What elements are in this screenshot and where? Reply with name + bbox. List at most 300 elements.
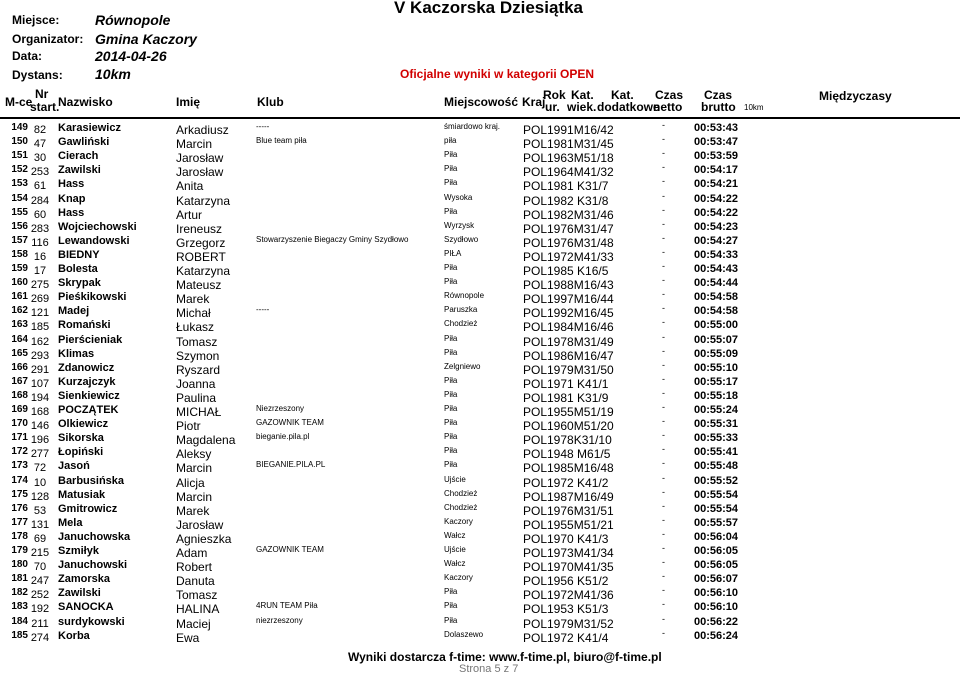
row-firstname: Alicja <box>176 475 205 490</box>
row-firstname: Katarzyna <box>176 264 231 278</box>
row-surname: Pieśkikowski <box>58 291 127 304</box>
row-net-time: - <box>662 486 665 497</box>
row-category: POL1997M16/44 <box>523 292 614 307</box>
row-category: POL1972 K41/2 <box>523 475 609 490</box>
table-row <box>0 403 960 417</box>
row-position: 166 <box>11 361 28 373</box>
row-surname: Sienkiewicz <box>58 389 120 402</box>
row-surname: Januchowski <box>58 559 128 572</box>
row-surname: Kurzajczyk <box>58 375 116 388</box>
row-surname: Skrypak <box>58 277 101 290</box>
row-city: Piła <box>444 347 458 357</box>
row-city: Ujście <box>444 474 466 484</box>
row-net-time: - <box>662 571 665 582</box>
row-category: POL1971 K41/1 <box>523 376 609 391</box>
row-surname: Januchowska <box>58 530 131 543</box>
row-gross-time: 00:55:18 <box>694 389 739 402</box>
table-row <box>0 347 960 361</box>
row-gross-time: 00:53:59 <box>694 150 739 163</box>
row-surname: Zdanowicz <box>58 361 115 374</box>
row-firstname: Artur <box>176 207 203 222</box>
row-city: Wałcz <box>444 530 466 540</box>
row-category: POL1992M16/45 <box>523 306 614 321</box>
row-net-time: - <box>662 359 665 370</box>
row-gross-time: 00:55:07 <box>694 333 739 346</box>
row-surname: Korba <box>58 629 90 642</box>
row-category: POL1963M51/18 <box>523 151 614 166</box>
row-firstname: Michał <box>176 306 211 321</box>
place-label: Miejsce: <box>12 13 60 27</box>
row-bib: 194 <box>30 391 50 404</box>
row-position: 169 <box>11 404 28 415</box>
row-bib: 269 <box>30 293 50 306</box>
row-category: POL1973M41/34 <box>523 546 614 560</box>
row-firstname: Agnieszka <box>176 531 232 546</box>
row-city: Piła <box>444 601 458 611</box>
table-row <box>0 134 960 152</box>
col-agecat-a: Kat. <box>571 88 594 102</box>
row-firstname: Szymon <box>176 348 220 363</box>
row-position: 184 <box>11 615 28 627</box>
row-net-time: - <box>662 148 665 159</box>
row-position: 182 <box>11 587 28 599</box>
row-net-time: - <box>662 275 665 286</box>
row-surname: Barbusińska <box>58 474 125 487</box>
row-firstname: MICHAŁ <box>176 405 222 419</box>
row-gross-time: 00:55:52 <box>694 474 739 487</box>
row-position: 164 <box>11 333 28 345</box>
row-surname: Sikorska <box>58 432 104 445</box>
row-firstname: Marek <box>176 503 210 518</box>
row-firstname: Piotr <box>176 419 201 434</box>
row-category: POL1985 K16/5 <box>523 264 609 278</box>
row-position: 183 <box>11 601 28 613</box>
row-net-time: - <box>662 345 665 356</box>
row-net-time: - <box>662 514 665 525</box>
row-bib: 131 <box>30 518 50 531</box>
table-row <box>0 571 960 589</box>
row-firstname: Marcin <box>176 137 213 152</box>
row-firstname: Jarosław <box>176 151 224 166</box>
row-net-time: - <box>662 557 665 568</box>
row-category: POL1953 K51/3 <box>523 602 609 617</box>
row-firstname: Jarosław <box>176 165 224 180</box>
table-row <box>0 303 960 321</box>
row-gross-time: 00:55:48 <box>694 460 739 473</box>
row-bib: 168 <box>30 406 50 418</box>
row-gross-time: 00:54:21 <box>694 178 739 191</box>
row-surname: Zawilski <box>58 587 101 600</box>
row-surname: Cierach <box>58 150 99 163</box>
row-category: POL1955M51/21 <box>523 517 614 532</box>
row-gross-time: 00:56:05 <box>694 545 739 557</box>
table-row <box>0 220 960 234</box>
row-gross-time: 00:54:33 <box>694 248 739 261</box>
row-bib: 60 <box>33 208 47 221</box>
row-gross-time: 00:55:24 <box>694 404 739 416</box>
row-surname: Zamorska <box>58 573 110 586</box>
row-bib: 47 <box>33 138 47 151</box>
row-position: 172 <box>11 446 28 458</box>
col-bib-a: Nr <box>35 87 49 101</box>
row-bib: 116 <box>31 236 49 249</box>
col-gross-a: Czas <box>704 88 733 102</box>
table-row <box>0 416 960 434</box>
row-category: POL1986M16/47 <box>523 348 614 363</box>
row-firstname: Mateusz <box>176 278 222 293</box>
row-city: śmiardowo kraj. <box>444 122 501 131</box>
row-firstname: Marcin <box>176 489 213 504</box>
row-net-time: - <box>662 134 665 145</box>
row-bib: 16 <box>33 250 47 263</box>
col-year-b: ur. <box>545 100 560 114</box>
row-category: POL1988M16/43 <box>523 278 614 293</box>
row-gross-time: 00:56:10 <box>694 601 739 614</box>
row-net-time: - <box>662 261 665 271</box>
row-bib: 107 <box>30 377 50 390</box>
table-row <box>0 530 960 544</box>
row-firstname: Marek <box>176 292 210 307</box>
row-bib: 277 <box>30 448 50 461</box>
row-bib: 215 <box>30 547 50 559</box>
row-category: POL1991M16/42 <box>523 123 614 137</box>
row-net-time: - <box>662 402 665 412</box>
row-firstname: Aleksy <box>176 447 212 462</box>
row-city: Piła <box>444 277 458 287</box>
row-net-time: - <box>662 387 665 398</box>
row-category: POL1976M31/51 <box>523 503 614 518</box>
row-gross-time: 00:54:22 <box>694 206 739 219</box>
row-firstname: Danuta <box>176 574 215 589</box>
row-category: POL1982 K31/8 <box>523 193 609 208</box>
row-gross-time: 00:56:24 <box>694 629 739 642</box>
row-bib: 211 <box>31 617 49 630</box>
row-surname: surdykowski <box>58 615 125 628</box>
row-net-time: - <box>662 204 665 215</box>
col-year-a: Rok <box>543 88 566 102</box>
row-bib: 253 <box>30 166 50 179</box>
table-row <box>0 262 960 276</box>
row-position: 177 <box>11 516 28 528</box>
row-position: 180 <box>11 559 28 571</box>
row-bib: 82 <box>33 124 47 136</box>
table-row <box>0 502 960 516</box>
row-surname: Hass <box>58 206 85 219</box>
table-row <box>0 361 960 375</box>
row-city: Piła <box>444 389 458 399</box>
row-gross-time: 00:54:58 <box>694 291 739 304</box>
row-bib: 247 <box>30 575 50 588</box>
row-surname: Gmitrowicz <box>58 502 118 515</box>
row-position: 174 <box>11 474 28 486</box>
row-category: POL1985M16/48 <box>523 461 614 476</box>
row-bib: 69 <box>33 532 47 545</box>
table-row <box>0 544 960 558</box>
row-net-time: - <box>662 120 665 130</box>
row-city: Wyrzysk <box>444 220 475 230</box>
page-number: Strona 5 z 7 <box>459 663 519 675</box>
row-position: 181 <box>11 573 28 585</box>
row-category: POL1970M41/35 <box>523 560 614 575</box>
row-club: bieganie.pila.pl <box>256 432 310 442</box>
row-city: Piła <box>444 150 458 160</box>
row-bib: 53 <box>33 504 47 517</box>
row-surname: Gawliński <box>58 136 110 149</box>
row-surname: Matusiak <box>58 488 106 501</box>
table-row <box>0 629 960 643</box>
row-city: piła <box>444 136 457 146</box>
row-surname: BIEDNY <box>58 248 100 261</box>
row-city: Piła <box>444 263 458 272</box>
table-row <box>0 444 960 462</box>
row-position: 175 <box>11 488 28 500</box>
row-firstname: Grzegorz <box>176 235 226 250</box>
row-firstname: Joanna <box>176 376 216 391</box>
row-gross-time: 00:56:10 <box>694 587 739 600</box>
row-city: Piła <box>444 615 458 625</box>
row-firstname: ROBERT <box>176 249 226 264</box>
row-bib: 146 <box>30 420 50 433</box>
row-category: POL1979M31/50 <box>523 362 614 377</box>
row-gross-time: 00:55:00 <box>694 319 739 332</box>
row-net-time: - <box>662 543 665 553</box>
row-firstname: Paulina <box>176 390 217 405</box>
row-category: POL1970 K41/3 <box>523 531 609 546</box>
row-net-time: - <box>662 627 665 638</box>
row-gross-time: 00:55:09 <box>694 347 739 360</box>
row-surname: Hass <box>58 178 85 191</box>
row-city: Wysoka <box>444 192 473 202</box>
row-surname: Madej <box>58 305 90 318</box>
row-surname: Karasiewicz <box>58 122 121 134</box>
row-surname: SANOCKA <box>58 601 114 614</box>
row-bib: 162 <box>30 335 50 348</box>
row-gross-time: 00:54:27 <box>694 234 739 247</box>
row-bib: 30 <box>33 152 47 165</box>
row-gross-time: 00:55:54 <box>694 502 739 515</box>
row-city: Piła <box>444 432 458 442</box>
row-city: Wałcz <box>444 559 466 569</box>
row-category: POL1972M41/33 <box>523 249 614 264</box>
row-firstname: Katarzyna <box>176 193 231 208</box>
row-bib: 72 <box>33 462 47 475</box>
row-surname: Mela <box>58 516 83 529</box>
row-position: 179 <box>11 545 28 556</box>
row-net-time: - <box>662 176 665 187</box>
row-firstname: Tomasz <box>176 334 218 349</box>
row-position: 178 <box>11 530 28 542</box>
col-agecat-b: wiek. <box>567 100 597 114</box>
row-net-time: - <box>662 416 665 427</box>
row-surname: Olkiewicz <box>58 418 109 431</box>
row-net-time: - <box>662 317 665 328</box>
col-net-a: Czas <box>655 88 684 102</box>
col-extracat-a: Kat. <box>611 88 634 102</box>
table-row <box>0 488 960 502</box>
row-club: GAZOWNIK TEAM <box>256 418 324 428</box>
row-surname: Wojciechowski <box>58 220 137 233</box>
row-net-time: - <box>662 599 665 610</box>
row-gross-time: 00:54:22 <box>694 192 739 205</box>
col-splits: Międzyczasy <box>819 89 892 103</box>
row-position: 153 <box>11 178 28 190</box>
row-gross-time: 00:54:23 <box>694 220 739 233</box>
row-club: Blue team piła <box>256 136 307 146</box>
table-row <box>0 148 960 166</box>
row-bib: 196 <box>30 434 50 447</box>
row-firstname: Tomasz <box>176 588 218 603</box>
col-city: Miejscowość <box>444 95 519 109</box>
row-position: 156 <box>11 220 28 232</box>
row-category: POL1981M31/45 <box>523 137 614 152</box>
row-position: 160 <box>11 277 28 289</box>
row-firstname: HALINA <box>176 602 220 617</box>
row-gross-time: 00:55:10 <box>694 361 739 374</box>
row-position: 155 <box>11 206 28 218</box>
row-category: POL1955M51/19 <box>523 405 614 419</box>
row-category: POL1984M16/46 <box>523 320 614 335</box>
row-bib: 17 <box>33 265 47 277</box>
row-position: 171 <box>11 432 28 444</box>
row-position: 154 <box>11 192 28 204</box>
table-row <box>0 176 960 194</box>
row-club: GAZOWNIK TEAM <box>256 545 324 554</box>
row-firstname: Adam <box>176 546 208 560</box>
row-bib: 293 <box>30 349 50 362</box>
row-gross-time: 00:53:47 <box>694 136 739 149</box>
col-gross-b: brutto <box>701 100 736 114</box>
row-position: 170 <box>11 418 28 430</box>
table-row <box>0 516 960 530</box>
row-net-time: - <box>662 373 665 384</box>
row-position: 185 <box>11 629 28 641</box>
row-club: 4RUN TEAM Piła <box>256 601 318 611</box>
table-row <box>0 289 960 307</box>
row-net-time: - <box>662 232 665 243</box>
row-gross-time: 00:53:43 <box>694 122 739 134</box>
row-firstname: Łukasz <box>176 320 215 335</box>
row-category: POL1972M41/36 <box>523 588 614 603</box>
row-firstname: Marcin <box>176 461 213 476</box>
row-bib: 252 <box>30 589 50 602</box>
row-category: POL1948 M61/5 <box>523 447 611 462</box>
row-city: PIŁA <box>444 248 462 258</box>
row-net-time: - <box>662 331 665 342</box>
row-club: ----- <box>256 305 270 315</box>
row-city: Chodzież <box>444 488 478 498</box>
row-gross-time: 00:55:57 <box>694 516 739 529</box>
row-surname: Szmiłyk <box>58 545 99 557</box>
row-firstname: Maciej <box>176 616 211 631</box>
table-row <box>0 474 960 488</box>
row-city: Paruszka <box>444 305 478 315</box>
row-category: POL1960M51/20 <box>523 419 614 434</box>
table-row <box>0 206 960 220</box>
organizer-value: Gmina Kaczory <box>95 31 197 47</box>
row-position: 168 <box>11 389 28 401</box>
col-surname: Nazwisko <box>58 95 113 109</box>
row-net-time: - <box>662 444 665 455</box>
col-split-distance: 10km <box>744 103 764 112</box>
row-category: POL1964M41/32 <box>523 165 614 180</box>
row-category: POL1976M31/47 <box>523 221 614 236</box>
page-title: V Kaczorska Dziesiątka <box>394 0 583 17</box>
row-club: niezrzeszony <box>256 615 303 625</box>
table-row <box>0 557 960 575</box>
date-value: 2014-04-26 <box>95 48 167 64</box>
row-net-time: - <box>662 585 665 596</box>
row-net-time: - <box>662 303 665 314</box>
row-gross-time: 00:55:33 <box>694 432 739 445</box>
row-position: 152 <box>11 164 28 176</box>
row-net-time: - <box>662 613 665 624</box>
row-net-time: - <box>662 162 665 173</box>
row-city: Zelgniewo <box>444 361 481 371</box>
table-row <box>0 375 960 389</box>
row-city: Szydłowo <box>444 234 479 244</box>
row-position: 151 <box>11 150 28 162</box>
row-firstname: Ireneusz <box>176 221 223 236</box>
table-row <box>0 275 960 293</box>
table-row <box>0 585 960 603</box>
row-position: 176 <box>11 502 28 514</box>
date-label: Data: <box>12 49 43 63</box>
table-row <box>0 333 960 347</box>
table-row <box>0 248 960 262</box>
row-gross-time: 00:56:22 <box>694 615 739 628</box>
table-row <box>0 430 960 448</box>
row-city: Ujście <box>444 545 466 554</box>
row-bib: 121 <box>30 307 50 320</box>
row-club: BIEGANIE.PILA.PL <box>256 460 326 470</box>
col-bib-b: start. <box>30 100 60 114</box>
row-net-time: - <box>662 458 665 469</box>
row-surname: Knap <box>58 192 86 205</box>
row-city: Piła <box>444 587 458 597</box>
row-surname: POCZĄTEK <box>58 404 119 416</box>
col-name: Imię <box>176 95 201 109</box>
row-city: Chodzież <box>444 319 478 329</box>
row-net-time: - <box>662 528 665 539</box>
row-city: Chodzież <box>444 502 478 512</box>
row-gross-time: 00:55:54 <box>694 488 739 501</box>
category-subtitle: Oficjalne wyniki w kategorii OPEN <box>400 67 595 81</box>
row-net-time: - <box>662 246 665 257</box>
row-city: Kaczory <box>444 516 473 526</box>
row-gross-time: 00:54:43 <box>694 263 739 275</box>
row-position: 163 <box>11 319 28 331</box>
row-position: 162 <box>11 305 28 317</box>
row-surname: Pierścieniak <box>58 333 123 346</box>
row-category: POL1982M31/46 <box>523 207 614 222</box>
row-net-time: - <box>662 430 665 441</box>
row-position: 161 <box>11 291 28 303</box>
table-row <box>0 234 960 248</box>
row-position: 165 <box>11 347 28 359</box>
row-city: Piła <box>444 206 458 216</box>
row-bib: 291 <box>30 363 50 376</box>
row-surname: Łopiński <box>58 446 104 459</box>
row-category: POL1978K31/10 <box>523 433 612 448</box>
place-value: Równopole <box>95 12 171 28</box>
row-net-time: - <box>662 289 665 300</box>
row-surname: Klimas <box>58 347 95 360</box>
row-position: 149 <box>11 122 28 133</box>
row-category: POL1981 K31/9 <box>523 390 609 405</box>
row-category: POL1979M31/52 <box>523 616 614 631</box>
row-city: Piła <box>444 460 458 470</box>
table-row <box>0 192 960 206</box>
